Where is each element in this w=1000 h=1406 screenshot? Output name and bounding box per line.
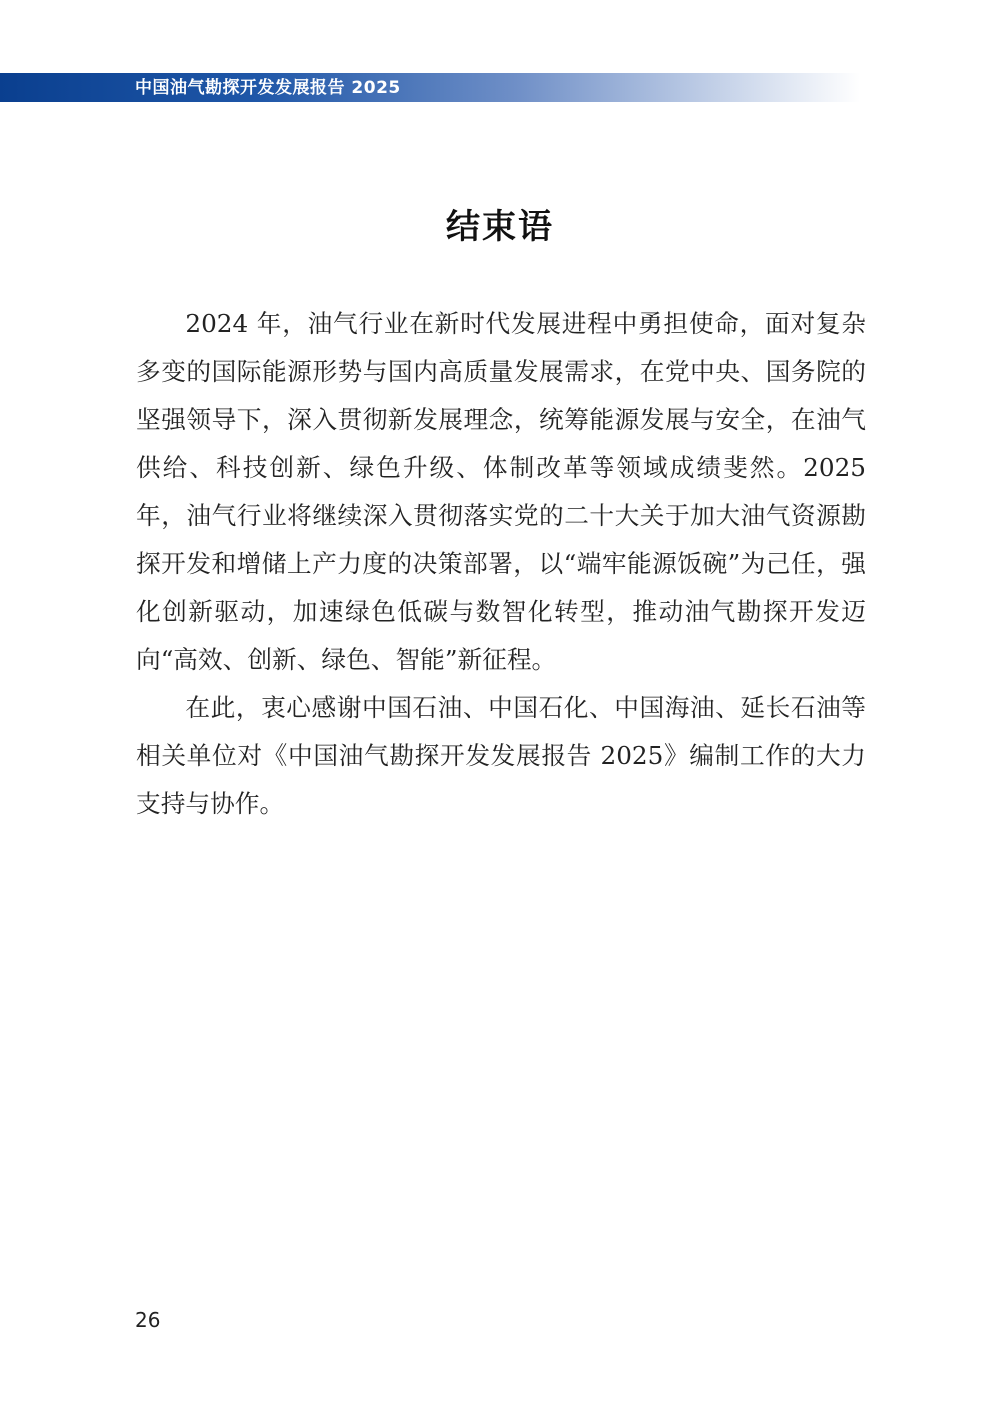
running-header-title: 中国油气勘探开发发展报告 2025 [135,78,401,98]
header-band [0,73,860,102]
page-title: 结束语 [446,207,554,247]
page-number: 26 [135,1308,161,1332]
body-text [136,300,866,828]
paragraph-1: 2024 年，油气行业在新时代发展进程中勇担使命，面对复杂多变的国际能源形势与国内高质量发展需求，在党中央、国务院的坚强领导下，深入贯彻新发展理念，统筹能源发展与安全，在油气供给、科技创新、绿色升级、体制改革等领域成绩斐然。2025 年，油气行业将继续深入贯彻落实党的二十大关于加大油气资源勘探开发和增储上产力度的决策部署，以“端牢能源饭碗”为己任，强化创新驱动，加速绿色低碳与数智化转型，推动油气勘探开发迈向“高效、创新、绿色、智能”新征程。 [136,309,866,674]
paragraph-2: 在此，衷心感谢中国石油、中国石化、中国海油、延长石油等相关单位对《中国油气勘探开发发展报告 2025》编制工作的大力支持与协作。 [136,693,866,818]
